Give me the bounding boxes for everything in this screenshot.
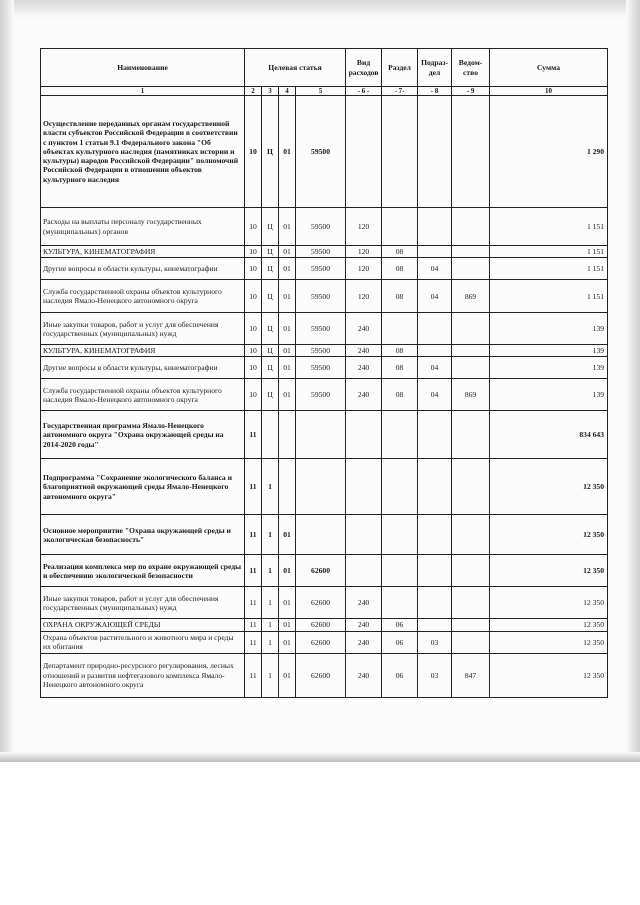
department (452, 411, 490, 459)
code-program: 10 (245, 345, 262, 357)
code-activity: 01 (279, 96, 296, 208)
header-target-article: Целевая статья (245, 49, 346, 87)
code-program: 11 (245, 587, 262, 619)
row-name: Другие вопросы в области культуры, кинематографии (41, 258, 245, 280)
section: 08 (382, 280, 418, 313)
code-activity: 01 (279, 246, 296, 258)
row-name: Государственная программа Ямало-Ненецкого автономного округа "Охрана окружающей среды на 2014-2020 годы" (41, 411, 245, 459)
section: 08 (382, 246, 418, 258)
sum-value: 139 (490, 345, 608, 357)
expense-type: 240 (346, 631, 382, 653)
code-activity: 01 (279, 555, 296, 587)
expense-type: 240 (346, 313, 382, 345)
expense-type: 240 (346, 653, 382, 697)
expense-type: 240 (346, 587, 382, 619)
code-program: 11 (245, 619, 262, 631)
code-program: 10 (245, 96, 262, 208)
subsection: 04 (418, 258, 452, 280)
subsection (418, 246, 452, 258)
department (452, 515, 490, 555)
code-program: 11 (245, 515, 262, 555)
code-activity: 01 (279, 653, 296, 697)
row-name: Иные закупки товаров, работ и услуг для обеспечения государственных (муниципальных) нужд (41, 587, 245, 619)
code-program: 11 (245, 459, 262, 515)
code-program: 10 (245, 379, 262, 411)
subsection (418, 515, 452, 555)
sum-value: 12 350 (490, 587, 608, 619)
code-program: 10 (245, 208, 262, 246)
section: 08 (382, 258, 418, 280)
table-row (41, 619, 608, 631)
row-name: ОХРАНА ОКРУЖАЮЩЕЙ СРЕДЫ (41, 619, 245, 631)
table-row (41, 280, 608, 313)
row-name: Иные закупки товаров, работ и услуг для обеспечения государственных (муниципальных) нужд (41, 313, 245, 345)
code-direction: 59500 (296, 357, 346, 379)
code-subprogram: Ц (262, 379, 279, 411)
code-program: 11 (245, 653, 262, 697)
code-subprogram: Ц (262, 313, 279, 345)
expense-type: 120 (346, 258, 382, 280)
table-row (41, 411, 608, 459)
column-index: - 8 (418, 87, 452, 96)
subsection: 03 (418, 631, 452, 653)
department (452, 208, 490, 246)
code-activity: 01 (279, 515, 296, 555)
column-index: - 9 (452, 87, 490, 96)
code-program: 11 (245, 631, 262, 653)
sum-value: 834 643 (490, 411, 608, 459)
column-index: 5 (296, 87, 346, 96)
code-activity: 01 (279, 208, 296, 246)
code-program: 10 (245, 246, 262, 258)
row-name: Подпрограмма "Сохранение экологического баланса и благоприятной окружающей среды Ямало-Ненецкого автономного округа" (41, 459, 245, 515)
expense-type (346, 411, 382, 459)
code-subprogram: 1 (262, 587, 279, 619)
department (452, 246, 490, 258)
sum-value: 1 290 (490, 96, 608, 208)
code-direction (296, 459, 346, 515)
code-subprogram: Ц (262, 357, 279, 379)
code-activity: 01 (279, 631, 296, 653)
department (452, 357, 490, 379)
section (382, 411, 418, 459)
department (452, 96, 490, 208)
section (382, 587, 418, 619)
expense-type: 240 (346, 619, 382, 631)
code-program: 10 (245, 313, 262, 345)
header-department: Ведом-ство (452, 49, 490, 87)
code-activity: 01 (279, 313, 296, 345)
header-expense-type: Вид расходов (346, 49, 382, 87)
code-direction: 59500 (296, 96, 346, 208)
code-subprogram: 1 (262, 631, 279, 653)
code-subprogram: 1 (262, 459, 279, 515)
department (452, 619, 490, 631)
code-direction: 62600 (296, 631, 346, 653)
code-subprogram: Ц (262, 208, 279, 246)
department: 869 (452, 379, 490, 411)
code-activity: 01 (279, 379, 296, 411)
header-sum: Сумма (490, 49, 608, 87)
department (452, 313, 490, 345)
sum-value: 12 350 (490, 459, 608, 515)
section: 06 (382, 653, 418, 697)
table-row (41, 345, 608, 357)
code-activity: 01 (279, 280, 296, 313)
row-name: Осуществление переданных органам государственной власти субъектов Российской Федерации в соответствии с пунктом 1 статьи 9.1 Федерального закона "Об объектах культурного наследия (памятниках истории и культуры) народов Российской Федерации" полномочий Российской Федерации в отношении объектов культурного наследия (41, 96, 245, 208)
subsection (418, 411, 452, 459)
column-index: - 6 - (346, 87, 382, 96)
section: 08 (382, 357, 418, 379)
sum-value: 12 350 (490, 515, 608, 555)
column-index: 10 (490, 87, 608, 96)
code-program: 10 (245, 357, 262, 379)
table-row (41, 515, 608, 555)
row-name: Расходы на выплаты персоналу государственных (муниципальных) органов (41, 208, 245, 246)
expense-type (346, 459, 382, 515)
code-subprogram: Ц (262, 246, 279, 258)
code-direction: 59500 (296, 379, 346, 411)
code-subprogram (262, 411, 279, 459)
row-name: Охрана объектов растительного и животного мира и среды их обитания (41, 631, 245, 653)
code-subprogram: 1 (262, 515, 279, 555)
row-name: Служба государственной охраны объектов культурного наследия Ямало-Ненецкого автономного округа (41, 379, 245, 411)
expense-type: 120 (346, 208, 382, 246)
column-index: 3 (262, 87, 279, 96)
code-direction: 59500 (296, 208, 346, 246)
table-row (41, 258, 608, 280)
section (382, 208, 418, 246)
expense-type: 120 (346, 280, 382, 313)
subsection: 04 (418, 357, 452, 379)
column-index: - 7- (382, 87, 418, 96)
row-name: КУЛЬТУРА, КИНЕМАТОГРАФИЯ (41, 345, 245, 357)
department (452, 345, 490, 357)
section: 08 (382, 345, 418, 357)
table-row (41, 313, 608, 345)
sum-value: 12 350 (490, 555, 608, 587)
code-program: 10 (245, 280, 262, 313)
sum-value: 1 151 (490, 208, 608, 246)
column-index: 4 (279, 87, 296, 96)
sum-value: 139 (490, 357, 608, 379)
code-subprogram: Ц (262, 280, 279, 313)
code-direction: 62600 (296, 619, 346, 631)
subsection: 03 (418, 653, 452, 697)
subsection: 04 (418, 280, 452, 313)
sum-value: 1 151 (490, 246, 608, 258)
code-subprogram: 1 (262, 653, 279, 697)
expense-type (346, 515, 382, 555)
code-activity: 01 (279, 357, 296, 379)
expense-type (346, 96, 382, 208)
header-subsection: Подраз-дел (418, 49, 452, 87)
code-direction (296, 411, 346, 459)
code-subprogram: Ц (262, 96, 279, 208)
table-row (41, 587, 608, 619)
section (382, 515, 418, 555)
department (452, 555, 490, 587)
code-program: 10 (245, 258, 262, 280)
sum-value: 139 (490, 313, 608, 345)
expense-type (346, 555, 382, 587)
sum-value: 1 151 (490, 280, 608, 313)
scan-edge-right (626, 0, 640, 760)
subsection (418, 208, 452, 246)
expense-type: 240 (346, 345, 382, 357)
subsection (418, 345, 452, 357)
section: 06 (382, 619, 418, 631)
column-index-row (41, 87, 608, 96)
subsection (418, 96, 452, 208)
subsection (418, 459, 452, 515)
section (382, 459, 418, 515)
code-subprogram: 1 (262, 555, 279, 587)
code-direction: 59500 (296, 313, 346, 345)
code-activity: 01 (279, 345, 296, 357)
department (452, 587, 490, 619)
scan-edge-top (0, 0, 640, 18)
code-subprogram: 1 (262, 619, 279, 631)
code-direction: 59500 (296, 345, 346, 357)
code-subprogram: Ц (262, 258, 279, 280)
subsection (418, 313, 452, 345)
scan-edge-bottom (0, 752, 640, 762)
code-direction: 59500 (296, 280, 346, 313)
row-name: Другие вопросы в области культуры, кинематографии (41, 357, 245, 379)
table-row (41, 459, 608, 515)
table-row (41, 555, 608, 587)
department (452, 631, 490, 653)
row-name: КУЛЬТУРА, КИНЕМАТОГРАФИЯ (41, 246, 245, 258)
expense-type: 120 (346, 246, 382, 258)
code-direction: 62600 (296, 653, 346, 697)
table-row (41, 208, 608, 246)
row-name: Реализация комплекса мер по охране окружающей среды и обеспечению экологической безопасности (41, 555, 245, 587)
scan-edge-left (0, 0, 14, 760)
code-direction: 62600 (296, 587, 346, 619)
header-section: Раздел (382, 49, 418, 87)
code-direction: 59500 (296, 246, 346, 258)
row-name: Департамент природно-ресурсного регулирования, лесных отношений и развития нефтегазового комплекса Ямало-Ненецкого автономного округа (41, 653, 245, 697)
department: 869 (452, 280, 490, 313)
sum-value: 12 350 (490, 631, 608, 653)
sum-value: 1 151 (490, 258, 608, 280)
column-index: 2 (245, 87, 262, 96)
table-row (41, 653, 608, 697)
code-direction: 59500 (296, 258, 346, 280)
table-row (41, 357, 608, 379)
code-activity: 01 (279, 587, 296, 619)
table-row (41, 631, 608, 653)
section: 06 (382, 631, 418, 653)
code-direction: 62600 (296, 555, 346, 587)
subsection: 04 (418, 379, 452, 411)
code-program: 11 (245, 555, 262, 587)
table-row (41, 246, 608, 258)
subsection (418, 555, 452, 587)
section: 08 (382, 379, 418, 411)
code-subprogram: Ц (262, 345, 279, 357)
section (382, 313, 418, 345)
code-activity (279, 411, 296, 459)
sum-value: 139 (490, 379, 608, 411)
code-activity: 01 (279, 258, 296, 280)
subsection (418, 619, 452, 631)
department (452, 459, 490, 515)
department: 847 (452, 653, 490, 697)
sum-value: 12 350 (490, 619, 608, 631)
code-program: 11 (245, 411, 262, 459)
table-row (41, 96, 608, 208)
header-name: Наименование (41, 49, 245, 87)
expense-type: 240 (346, 379, 382, 411)
code-direction (296, 515, 346, 555)
sum-value: 12 350 (490, 653, 608, 697)
row-name: Служба государственной охраны объектов культурного наследия Ямало-Ненецкого автономного округа (41, 280, 245, 313)
row-name: Основное мероприятие "Охрана окружающей среды и экологическая безопасность" (41, 515, 245, 555)
table-row (41, 379, 608, 411)
section (382, 96, 418, 208)
section (382, 555, 418, 587)
column-index: 1 (41, 87, 245, 96)
budget-table (40, 48, 608, 698)
code-activity: 01 (279, 619, 296, 631)
expense-type: 240 (346, 357, 382, 379)
department (452, 258, 490, 280)
subsection (418, 587, 452, 619)
code-activity (279, 459, 296, 515)
